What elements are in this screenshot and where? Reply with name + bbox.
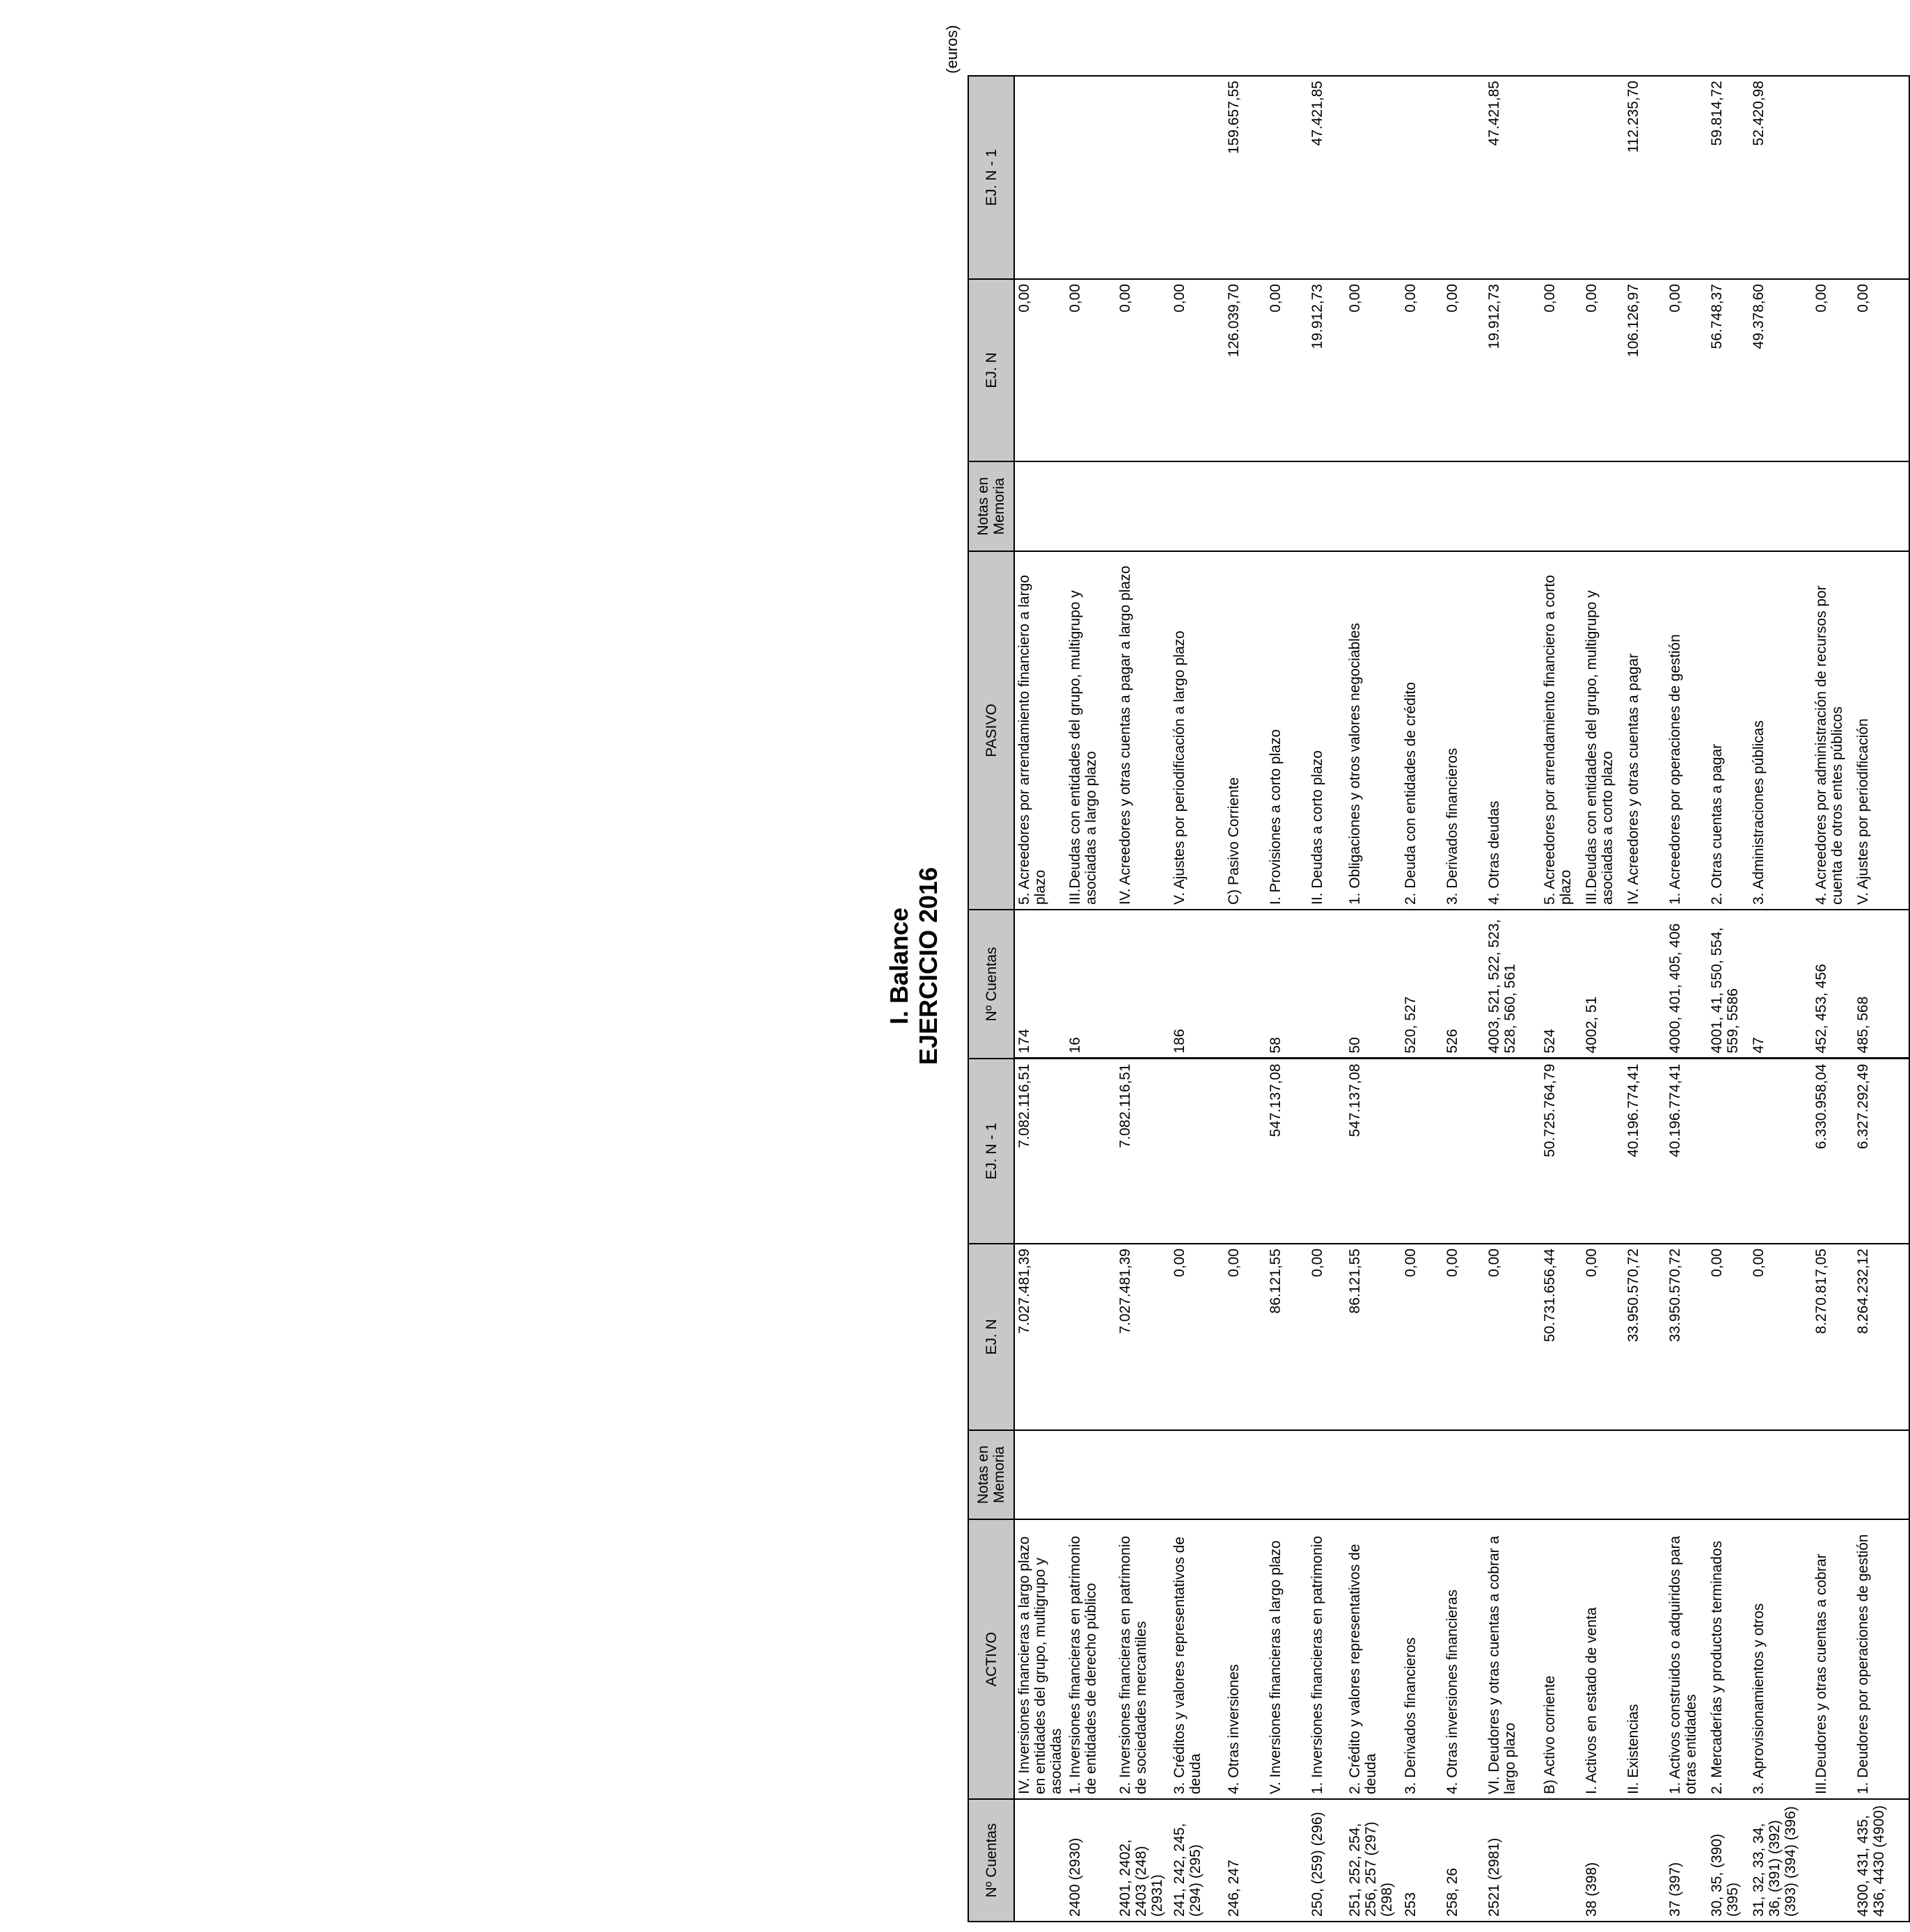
cell-cuentas-activo: 251, 252, 254, 256, 257 (297) (298)	[1345, 1799, 1401, 1922]
cell-cuentas-pasivo: 186	[1170, 910, 1224, 1059]
cell-ejn-activo	[1066, 1244, 1116, 1430]
cell-pasivo-label: C) Pasivo Corriente	[1224, 551, 1266, 910]
cell-ejn-activo: 0,00	[1308, 1244, 1345, 1430]
cell-pasivo-label: III.Deudas con entidades del grupo, multigrupo y asociadas a largo plazo	[1066, 551, 1116, 910]
cell-ejn1-pasivo	[1582, 76, 1624, 279]
cell-ejn-pasivo: 0,00	[1116, 279, 1170, 461]
cell-activo-label: 1. Activos construidos o adquiridos para otras entidades	[1666, 1519, 1707, 1799]
cell-ejn1-pasivo	[1540, 76, 1582, 279]
cell-pasivo-label: 2. Otras cuentas a pagar	[1707, 551, 1749, 910]
cell-ejn-pasivo: 0,00	[1170, 279, 1224, 461]
cell-cuentas-pasivo: 16	[1066, 910, 1116, 1059]
cell-ejn1-pasivo	[1401, 76, 1443, 279]
cell-notas-activo	[1224, 1430, 1266, 1519]
cell-notas-pasivo	[1540, 461, 1582, 551]
cell-notas-activo	[1014, 1430, 1066, 1519]
header-notas-pasivo: Notas en Memoria	[968, 461, 1014, 551]
cell-ejn-activo: 86.121,55	[1345, 1244, 1401, 1430]
cell-cuentas-pasivo: 47	[1749, 910, 1812, 1059]
cell-ejn1-pasivo: 52.420,98	[1749, 76, 1812, 279]
table-row	[1749, 76, 1812, 1922]
cell-cuentas-activo: 250, (259) (296)	[1308, 1799, 1345, 1922]
cell-ejn1-activo: 6.327.292,49	[1854, 1059, 1909, 1244]
table-row	[1116, 76, 1170, 1922]
cell-notas-pasivo	[1624, 461, 1666, 551]
cell-notas-pasivo	[1707, 461, 1749, 551]
table-row	[1582, 76, 1624, 1922]
cell-notas-activo	[1116, 1430, 1170, 1519]
cell-ejn1-activo: 7.082.116,51	[1014, 1059, 1066, 1244]
cell-cuentas-pasivo: 4003, 521, 522, 523, 528, 560, 561	[1485, 910, 1540, 1059]
cell-notas-pasivo	[1401, 461, 1443, 551]
cell-ejn1-activo	[1308, 1059, 1345, 1244]
cell-pasivo-label: 3. Derivados financieros	[1443, 551, 1485, 910]
cell-ejn-activo: 8.264.232,12	[1854, 1244, 1909, 1430]
cell-ejn-activo: 0,00	[1401, 1244, 1443, 1430]
cell-cuentas-pasivo	[1308, 910, 1345, 1059]
page-title: I. Balance	[885, 907, 913, 1025]
cell-cuentas-activo: 2400 (2930)	[1066, 1799, 1116, 1922]
cell-notas-activo	[1582, 1430, 1624, 1519]
cell-pasivo-label: 4. Acreedores por administración de recursos por cuenta de otros entes públicos	[1812, 551, 1854, 910]
cell-cuentas-pasivo: 485, 568	[1854, 910, 1909, 1059]
cell-ejn-pasivo: 106.126,97	[1624, 279, 1666, 461]
cell-cuentas-activo	[1540, 1799, 1582, 1922]
cell-ejn1-activo	[1066, 1059, 1116, 1244]
cell-cuentas-pasivo: 50	[1345, 910, 1401, 1059]
cell-activo-label: V. Inversiones financieras a largo plazo	[1266, 1519, 1308, 1799]
cell-ejn-activo: 0,00	[1582, 1244, 1624, 1430]
cell-notas-activo	[1485, 1430, 1540, 1519]
cell-cuentas-activo: 37 (397)	[1666, 1799, 1707, 1922]
cell-cuentas-activo	[1812, 1799, 1854, 1922]
cell-cuentas-pasivo: 4001, 41, 550, 554, 559, 5586	[1707, 910, 1749, 1059]
cell-ejn1-pasivo	[1170, 76, 1224, 279]
cell-ejn-pasivo: 126.039,70	[1224, 279, 1266, 461]
table-row	[1707, 76, 1749, 1922]
units-label: (euros)	[943, 25, 961, 74]
cell-ejn1-pasivo	[1116, 76, 1170, 279]
cell-activo-label: 3. Aprovisionamientos y otros	[1749, 1519, 1812, 1799]
cell-notas-pasivo	[1749, 461, 1812, 551]
cell-ejn1-pasivo: 112.235,70	[1624, 76, 1666, 279]
cell-ejn-pasivo: 0,00	[1014, 279, 1066, 461]
table-row	[1624, 76, 1666, 1922]
cell-notas-pasivo	[1066, 461, 1116, 551]
cell-notas-pasivo	[1582, 461, 1624, 551]
cell-notas-activo	[1707, 1430, 1749, 1519]
cell-ejn-activo: 0,00	[1485, 1244, 1540, 1430]
cell-activo-label: 1. Inversiones financieras en patrimonio	[1308, 1519, 1345, 1799]
cell-pasivo-label: 3. Administraciones públicas	[1749, 551, 1812, 910]
cell-ejn-activo: 0,00	[1749, 1244, 1812, 1430]
cell-activo-label: VI. Deudores y otras cuentas a cobrar a largo plazo	[1485, 1519, 1540, 1799]
cell-activo-label: 2. Crédito y valores representativos de deuda	[1345, 1519, 1401, 1799]
cell-ejn1-activo	[1170, 1059, 1224, 1244]
cell-pasivo-label: V. Ajustes por periodificación a largo plazo	[1170, 551, 1224, 910]
table-row	[1854, 76, 1909, 1922]
table-row	[1666, 76, 1707, 1922]
header-ejn-activo: EJ. N	[968, 1244, 1014, 1430]
cell-activo-label: III.Deudores y otras cuentas a cobrar	[1812, 1519, 1854, 1799]
cell-pasivo-label: III.Deudas con entidades del grupo, multigrupo y asociadas a corto plazo	[1582, 551, 1624, 910]
cell-cuentas-pasivo: 174	[1014, 910, 1066, 1059]
cell-ejn1-pasivo: 47.421,85	[1485, 76, 1540, 279]
cell-ejn-pasivo: 0,00	[1401, 279, 1443, 461]
cell-cuentas-activo: 4300, 431, 435, 436, 4430 (4900)	[1854, 1799, 1909, 1922]
cell-ejn1-activo	[1749, 1059, 1812, 1244]
cell-ejn1-pasivo	[1666, 76, 1707, 279]
table-row	[1485, 76, 1540, 1922]
cell-ejn1-pasivo: 159.657,55	[1224, 76, 1266, 279]
cell-ejn1-pasivo	[1066, 76, 1116, 279]
cell-notas-activo	[1443, 1430, 1485, 1519]
cell-ejn-pasivo: 0,00	[1443, 279, 1485, 461]
cell-ejn-activo: 86.121,55	[1266, 1244, 1308, 1430]
cell-ejn-activo: 0,00	[1443, 1244, 1485, 1430]
cell-pasivo-label: 1. Acreedores por operaciones de gestión	[1666, 551, 1707, 910]
cell-notas-activo	[1266, 1430, 1308, 1519]
cell-cuentas-activo: 258, 26	[1443, 1799, 1485, 1922]
cell-cuentas-pasivo: 58	[1266, 910, 1308, 1059]
cell-activo-label: 1. Deudores por operaciones de gestión	[1854, 1519, 1909, 1799]
cell-pasivo-label: 1. Obligaciones y otros valores negociables	[1345, 551, 1401, 910]
cell-ejn-activo: 33.950.570,72	[1624, 1244, 1666, 1430]
cell-cuentas-pasivo: 520, 527	[1401, 910, 1443, 1059]
cell-ejn1-pasivo: 47.421,85	[1308, 76, 1345, 279]
header-activo: ACTIVO	[968, 1519, 1014, 1799]
header-row	[968, 76, 1014, 1922]
cell-activo-label: IV. Inversiones financieras a largo plazo en entidades del grupo, multigrupo y asociadas	[1014, 1519, 1066, 1799]
cell-notas-activo	[1666, 1430, 1707, 1519]
cell-cuentas-activo: 253	[1401, 1799, 1443, 1922]
table-row	[1540, 76, 1582, 1922]
cell-ejn-activo: 7.027.481,39	[1014, 1244, 1066, 1430]
cell-notas-pasivo	[1014, 461, 1066, 551]
cell-ejn1-activo: 40.196.774,41	[1666, 1059, 1707, 1244]
cell-ejn-activo: 33.950.570,72	[1666, 1244, 1707, 1430]
cell-pasivo-label: IV. Acreedores y otras cuentas a pagar	[1624, 551, 1666, 910]
cell-notas-activo	[1540, 1430, 1582, 1519]
cell-activo-label: 2. Inversiones financieras en patrimonio de sociedades mercantiles	[1116, 1519, 1170, 1799]
cell-activo-label: 3. Derivados financieros	[1401, 1519, 1443, 1799]
cell-pasivo-label: 5. Acreedores por arrendamiento financiero a largo plazo	[1014, 551, 1066, 910]
cell-notas-pasivo	[1345, 461, 1401, 551]
cell-cuentas-pasivo	[1116, 910, 1170, 1059]
cell-ejn1-pasivo	[1345, 76, 1401, 279]
page-subtitle: EJERCICIO 2016	[914, 866, 942, 1066]
cell-activo-label: II. Existencias	[1624, 1519, 1666, 1799]
table-row	[1224, 76, 1266, 1922]
balance-table	[968, 75, 1910, 1922]
cell-notas-activo	[1854, 1430, 1909, 1519]
header-ejn1-activo: EJ. N - 1	[968, 1059, 1014, 1244]
cell-notas-pasivo	[1666, 461, 1707, 551]
cell-cuentas-activo	[1624, 1799, 1666, 1922]
cell-ejn-activo: 0,00	[1707, 1244, 1749, 1430]
cell-ejn1-activo	[1224, 1059, 1266, 1244]
table-row	[1170, 76, 1224, 1922]
cell-ejn1-pasivo: 59.814,72	[1707, 76, 1749, 279]
header-notas-activo: Notas en Memoria	[968, 1430, 1014, 1519]
cell-notas-activo	[1624, 1430, 1666, 1519]
cell-ejn-activo: 50.731.656,44	[1540, 1244, 1582, 1430]
cell-ejn-pasivo: 0,00	[1540, 279, 1582, 461]
cell-activo-label: 1. Inversiones financieras en patrimonio de entidades de derecho público	[1066, 1519, 1116, 1799]
cell-cuentas-pasivo: 4000, 401, 405, 406	[1666, 910, 1707, 1059]
cell-activo-label: B) Activo corriente	[1540, 1519, 1582, 1799]
cell-cuentas-activo: 30, 35, (390) (395)	[1707, 1799, 1749, 1922]
table-row	[1066, 76, 1116, 1922]
header-ejn-pasivo: EJ. N	[968, 279, 1014, 461]
cell-cuentas-pasivo: 4002, 51	[1582, 910, 1624, 1059]
cell-activo-label: 2. Mercaderías y productos terminados	[1707, 1519, 1749, 1799]
table-row	[1812, 76, 1854, 1922]
cell-ejn1-pasivo	[1014, 76, 1066, 279]
cell-ejn-activo: 8.270.817,05	[1812, 1244, 1854, 1430]
cell-ejn-pasivo: 0,00	[1854, 279, 1909, 461]
cell-ejn1-pasivo	[1443, 76, 1485, 279]
cell-ejn1-activo: 547.137,08	[1266, 1059, 1308, 1244]
cell-cuentas-activo: 2521 (2981)	[1485, 1799, 1540, 1922]
cell-ejn1-activo: 40.196.774,41	[1624, 1059, 1666, 1244]
cell-pasivo-label: 5. Acreedores por arrendamiento financiero a corto plazo	[1540, 551, 1582, 910]
header-pasivo: PASIVO	[968, 551, 1014, 910]
cell-notas-activo	[1170, 1430, 1224, 1519]
cell-pasivo-label: 4. Otras deudas	[1485, 551, 1540, 910]
table-row	[1266, 76, 1308, 1922]
cell-cuentas-activo	[1014, 1799, 1066, 1922]
cell-ejn1-activo	[1401, 1059, 1443, 1244]
cell-notas-activo	[1308, 1430, 1345, 1519]
table-row	[1345, 76, 1401, 1922]
cell-pasivo-label: II. Deudas a corto plazo	[1308, 551, 1345, 910]
cell-ejn-pasivo: 49.378,60	[1749, 279, 1812, 461]
cell-ejn1-activo: 7.082.116,51	[1116, 1059, 1170, 1244]
cell-cuentas-activo: 246, 247	[1224, 1799, 1266, 1922]
cell-cuentas-pasivo	[1624, 910, 1666, 1059]
cell-activo-label: 3. Créditos y valores representativos de deuda	[1170, 1519, 1224, 1799]
cell-notas-activo	[1812, 1430, 1854, 1519]
cell-ejn1-activo	[1707, 1059, 1749, 1244]
table-row	[1308, 76, 1345, 1922]
cell-ejn1-activo	[1485, 1059, 1540, 1244]
cell-ejn-pasivo: 0,00	[1066, 279, 1116, 461]
cell-ejn1-pasivo	[1812, 76, 1854, 279]
cell-pasivo-label: I. Provisiones a corto plazo	[1266, 551, 1308, 910]
cell-notas-pasivo	[1224, 461, 1266, 551]
cell-notas-pasivo	[1116, 461, 1170, 551]
cell-cuentas-pasivo: 524	[1540, 910, 1582, 1059]
cell-notas-activo	[1066, 1430, 1116, 1519]
cell-activo-label: 4. Otras inversiones financieras	[1443, 1519, 1485, 1799]
cell-cuentas-activo: 241, 242, 245, (294) (295)	[1170, 1799, 1224, 1922]
cell-ejn-pasivo: 19.912,73	[1485, 279, 1540, 461]
cell-cuentas-activo: 38 (398)	[1582, 1799, 1624, 1922]
cell-ejn-pasivo: 19.912,73	[1308, 279, 1345, 461]
cell-pasivo-label: 2. Deuda con entidades de crédito	[1401, 551, 1443, 910]
table-row	[1401, 76, 1443, 1922]
header-ejn1-pasivo: EJ. N - 1	[968, 76, 1014, 279]
cell-notas-activo	[1345, 1430, 1401, 1519]
cell-cuentas-pasivo: 452, 453, 456	[1812, 910, 1854, 1059]
cell-cuentas-activo: 31, 32, 33, 34, 36, (391) (392) (393) (394) (396)	[1749, 1799, 1812, 1922]
cell-notas-pasivo	[1170, 461, 1224, 551]
cell-ejn-pasivo: 0,00	[1582, 279, 1624, 461]
cell-cuentas-pasivo: 526	[1443, 910, 1485, 1059]
cell-ejn1-activo: 6.330.958,04	[1812, 1059, 1854, 1244]
cell-pasivo-label: IV. Acreedores y otras cuentas a pagar a largo plazo	[1116, 551, 1170, 910]
table-row	[1443, 76, 1485, 1922]
cell-notas-activo	[1749, 1430, 1812, 1519]
cell-notas-pasivo	[1266, 461, 1308, 551]
cell-ejn1-activo: 50.725.764,79	[1540, 1059, 1582, 1244]
cell-cuentas-activo: 2401, 2402, 2403 (248) (2931)	[1116, 1799, 1170, 1922]
header-cuentas-activo: Nº Cuentas	[968, 1799, 1014, 1922]
cell-activo-label: 4. Otras inversiones	[1224, 1519, 1266, 1799]
table-row	[1014, 76, 1066, 1922]
cell-notas-pasivo	[1854, 461, 1909, 551]
cell-notas-pasivo	[1443, 461, 1485, 551]
cell-ejn1-pasivo	[1854, 76, 1909, 279]
cell-notas-pasivo	[1308, 461, 1345, 551]
cell-ejn1-activo	[1443, 1059, 1485, 1244]
cell-notas-pasivo	[1812, 461, 1854, 551]
cell-cuentas-activo	[1266, 1799, 1308, 1922]
cell-ejn1-pasivo	[1266, 76, 1308, 279]
cell-ejn-pasivo: 0,00	[1812, 279, 1854, 461]
cell-ejn-activo: 7.027.481,39	[1116, 1244, 1170, 1430]
cell-ejn-pasivo: 0,00	[1345, 279, 1401, 461]
cell-ejn1-activo	[1582, 1059, 1624, 1244]
cell-ejn-pasivo: 0,00	[1266, 279, 1308, 461]
cell-ejn-pasivo: 56.748,37	[1707, 279, 1749, 461]
cell-ejn1-activo: 547.137,08	[1345, 1059, 1401, 1244]
cell-ejn-activo: 0,00	[1170, 1244, 1224, 1430]
cell-pasivo-label: V. Ajustes por periodificación	[1854, 551, 1909, 910]
header-cuentas-pasivo: Nº Cuentas	[968, 910, 1014, 1059]
cell-activo-label: I. Activos en estado de venta	[1582, 1519, 1624, 1799]
cell-notas-pasivo	[1485, 461, 1540, 551]
cell-cuentas-pasivo	[1224, 910, 1266, 1059]
cell-ejn-pasivo: 0,00	[1666, 279, 1707, 461]
cell-ejn-activo: 0,00	[1224, 1244, 1266, 1430]
cell-notas-activo	[1401, 1430, 1443, 1519]
